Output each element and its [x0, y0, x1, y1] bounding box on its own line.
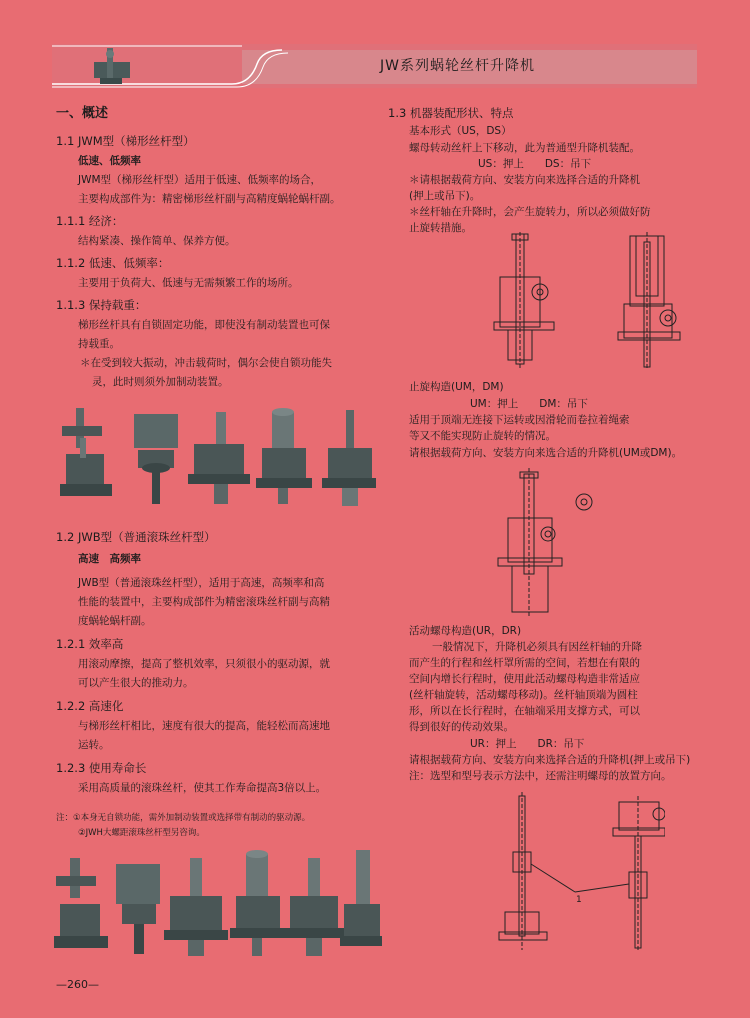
section-1-2-text-2: 性能的装置中，主要构成部件为精密滚珠丝杆副与高精 [78, 596, 330, 608]
anti-rotation-text-2: 适用于顶端无连接下运转或因滑轮而卷拉着绳索 [409, 414, 630, 426]
section-1-2-2-text-2: 运转。 [78, 739, 110, 751]
section-1-2-text-3: 度蜗轮蜗杆副。 [78, 615, 152, 627]
moving-nut-text-2: 而产生的行程和丝杆罩所需的空间，若想在有限的 [409, 657, 640, 669]
section-1-1-3-text-4: 灵，此时则须外加制动装置。 [92, 376, 229, 388]
moving-nut-text-3: 空间内增长行程时，使用此活动螺母构造非常适应 [409, 673, 640, 685]
header-banner-graphic [52, 44, 697, 88]
basic-form-text-2: US：押上 DS：吊下 [478, 158, 592, 170]
page-number: —260— [56, 978, 99, 991]
section-1-2-1-text-2: 可以产生很大的推动力。 [78, 677, 194, 689]
basic-form-text-6: 止旋转措施。 [409, 222, 472, 234]
moving-nut-text-8: 请根据载荷方向、安装方向来选择合适的升降机(押上或吊下) [409, 754, 691, 766]
jwb-product-4 [230, 850, 286, 956]
anti-rotation-text-4: 请根据载荷方向、安装方向来选合适的升降机(UM或DM)。 [409, 447, 683, 459]
section-1-1-2-text: 主要用于负荷大、低速与无需频繁工作的场所。 [78, 277, 299, 289]
moving-nut-title: 活动螺母构造(UR，DR) [409, 625, 522, 637]
section-1-2-2-text-1: 与梯形丝杆相比，速度有很大的提高，能轻松而高速地 [78, 720, 330, 732]
us-drawing [494, 232, 554, 370]
jwm-product-2 [134, 414, 178, 504]
dr-drawing [613, 796, 665, 950]
page-title: JW系列蜗轮丝杆升降机 [380, 58, 535, 74]
section-1-2-2-title: 1.2.2 高速化 [56, 699, 124, 713]
section-1-title: 一、概述 [56, 106, 109, 121]
header-bar [52, 44, 697, 88]
note-2: ②JWH大螺距滚珠丝杆型另咨询。 [78, 828, 205, 838]
us-ds-drawings [490, 232, 695, 372]
section-1-2-1-title: 1.2.1 效率高 [56, 637, 124, 651]
section-1-3-title: 1.3 机器装配形状、特点 [388, 106, 514, 120]
jwm-product-images [56, 404, 376, 508]
basic-form-title: 基本形式（US，DS） [409, 125, 512, 137]
moving-nut-text-5: 形，所以在长行程时，在轴端采用支撑方式，可以 [409, 705, 640, 717]
anti-rotation-text-1: UM：押上 DM：吊下 [470, 398, 588, 410]
moving-nut-text-6: 得到很好的传动效果。 [409, 721, 514, 733]
basic-form-text-4: (押上或吊下)。 [409, 190, 481, 202]
section-1-1-subtitle: 低速、低频率 [78, 155, 141, 167]
ur-drawing [499, 792, 547, 950]
section-1-1-2-title: 1.1.2 低速、低频率： [56, 256, 170, 270]
moving-nut-text-9: 注：选型和型号表示方法中，还需注明螺母的放置方向。 [409, 770, 672, 782]
jwb-product-6 [340, 850, 382, 946]
section-1-1-1-title: 1.1.1 经济： [56, 214, 124, 228]
jwb-product-3 [164, 858, 228, 956]
section-1-2-3-title: 1.2.3 使用寿命长 [56, 761, 147, 775]
um-dm-drawing [490, 468, 610, 618]
ds-drawing [618, 232, 680, 370]
note-1: 注：①本身无自锁功能，需外加制动装置或选择带有制动的驱动源。 [56, 813, 311, 823]
anti-rotation-title: 止旋构造(UM，DM) [409, 381, 504, 393]
section-1-2-subtitle: 高速 高频率 [78, 553, 141, 565]
jwb-product-1 [54, 858, 108, 948]
section-1-2-1-text-1: 用滚动摩擦，提高了整机效率，只须很小的驱动源，就 [78, 658, 330, 670]
jwb-product-2 [116, 864, 160, 954]
jwm-product-1 [60, 408, 112, 496]
section-1-2-title: 1.2 JWB型（普通滚珠丝杆型） [56, 530, 216, 544]
moving-nut-text-1: 一般情况下，升降机必须具有因丝杆轴的升降 [432, 641, 642, 653]
jwm-product-5 [322, 410, 376, 506]
jwb-product-5 [284, 858, 344, 956]
anti-rotation-text-3: 等又不能实现防止旋转的情况。 [409, 430, 556, 442]
basic-form-text-1: 螺母转动丝杆上下移动，此为普通型升降机装配。 [409, 142, 640, 154]
section-1-2-3-text: 采用高质量的滚珠丝杆，使其工作寿命提高3倍以上。 [78, 782, 327, 794]
section-1-1-3-text-3: ＊在受到较大振动，冲击载荷时，偶尔会使自锁功能失 [80, 357, 332, 369]
jwm-product-3 [188, 412, 250, 504]
section-1-1-1-text: 结构紧凑、操作简单、保养方便。 [78, 235, 236, 247]
section-1-2-text-1: JWB型（普通滚珠丝杆型），适用于高速，高频率和高 [78, 577, 325, 589]
section-1-1-text-1: JWM型（梯形丝杆型）适用于低速、低频率的场合， [78, 174, 322, 186]
basic-form-text-5: ＊丝杆轴在升降时，会产生旋转力，所以必须做好防 [409, 206, 651, 218]
callout-label: 1 [576, 895, 582, 905]
section-1-1-3-text-1: 梯形丝杆具有自锁固定功能，即使没有制动装置也可保 [78, 319, 330, 331]
section-1-1-3-text-2: 持载重。 [78, 338, 120, 350]
section-1-1-3-title: 1.1.3 保持载重： [56, 298, 147, 312]
moving-nut-text-7: UR：押上 DR：吊下 [470, 738, 585, 750]
jwb-product-images [52, 848, 382, 958]
moving-nut-text-4: (丝杆轴旋转，活动螺母移动)。丝杆轴顶端为圆柱 [409, 689, 638, 701]
ur-dr-drawings [495, 792, 665, 952]
section-1-1-text-2: 主要构成部件为：精密梯形丝杆副与高精度蜗轮蜗杆副。 [78, 193, 341, 205]
jwm-product-4 [256, 408, 312, 504]
section-1-1-title: 1.1 JWM型（梯形丝杆型） [56, 134, 195, 148]
basic-form-text-3: ＊请根据载荷方向、安装方向来选择合适的升降机 [409, 174, 640, 186]
